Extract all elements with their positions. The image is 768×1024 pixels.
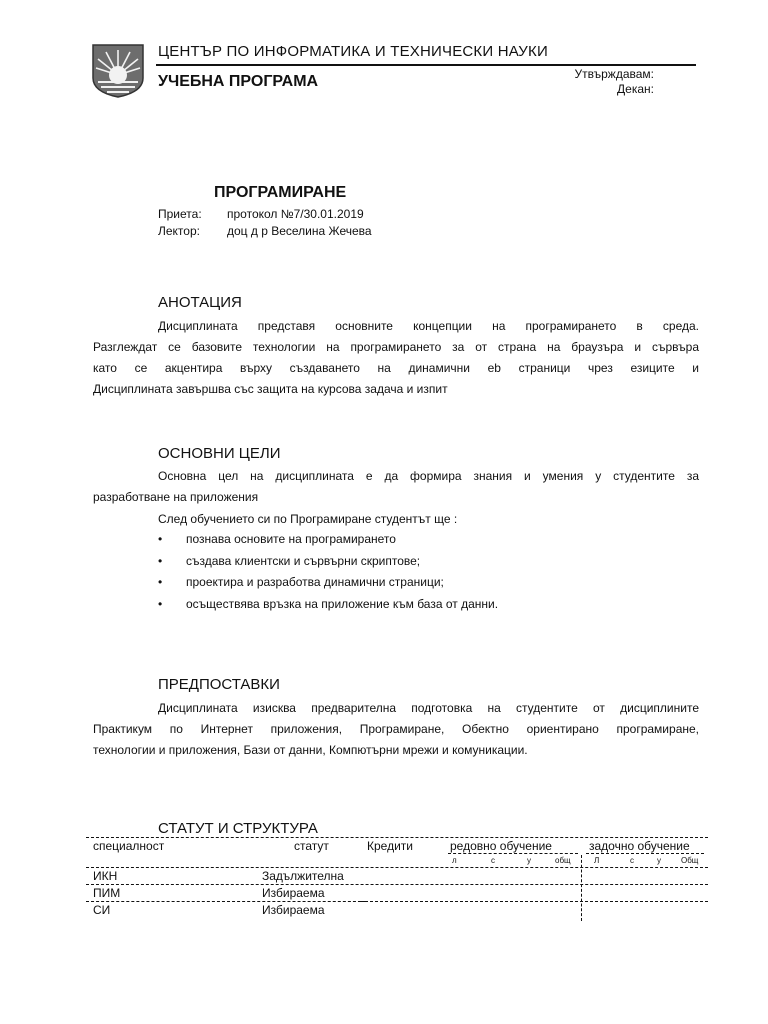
goals-heading: ОСНОВНИ ЦЕЛИ xyxy=(158,445,281,462)
prereq-line: технологии и приложения, Бази от данни, Компютърни мрежи и комуникации. xyxy=(93,743,528,757)
annotation-paragraph xyxy=(93,316,699,400)
regular-sub-header: л xyxy=(452,856,457,865)
status-heading: СТАТУТ И СТРУКТУРА xyxy=(158,820,318,837)
table-rule xyxy=(86,901,366,902)
part-time-sub-header: с xyxy=(630,856,634,865)
row-specialty: ПИМ xyxy=(93,886,121,900)
bullet-icon: • xyxy=(158,532,163,546)
dean-label: Декан: xyxy=(617,82,654,96)
regular-sub-header: у xyxy=(527,856,531,865)
row-status: Избираема xyxy=(262,903,325,917)
bullet-icon: • xyxy=(158,575,163,590)
regular-sub-header: с xyxy=(491,856,495,865)
prereq-line: Практикум по Интернет приложения, Програмиране, Обектно ориентирано програмиране, xyxy=(93,722,699,736)
col-header-status: статут xyxy=(294,839,329,853)
annotation-heading: АНОТАЦИЯ xyxy=(158,294,242,311)
goals-bullet-list xyxy=(158,532,498,619)
col-header-specialty: специалност xyxy=(93,839,165,853)
row-status: Задължителна xyxy=(262,869,344,883)
annotation-line: Дисциплината завършва със защита на курсова задача и изпит xyxy=(93,382,448,396)
col-header-part-time: задочно обучение xyxy=(589,839,690,853)
row-specialty: СИ xyxy=(93,903,111,917)
prereq-paragraph xyxy=(93,698,699,761)
regular-sub-header: общ xyxy=(555,856,571,865)
goals-line: разработване на приложения xyxy=(93,490,259,504)
accepted-label: Приета: xyxy=(158,207,202,221)
university-logo xyxy=(90,42,146,98)
annotation-line: като се акцентира върху създаването на динамични eb страници чрез езиците и xyxy=(93,361,699,375)
organization-name: ЦЕНТЪР ПО ИНФОРМАТИКА И ТЕХНИЧЕСКИ НАУКИ xyxy=(158,43,548,60)
goals-line: Основна цел на дисциплината е да формира знания и умения у студентите за xyxy=(158,469,699,483)
document-type: УЧЕБНА ПРОГРАМА xyxy=(158,73,319,90)
list-item: • създава клиентски и сървърни скриптове; xyxy=(158,553,421,568)
table-rule xyxy=(586,853,704,854)
course-title: ПРОГРАМИРАНЕ xyxy=(214,184,347,201)
prereq-heading: ПРЕДПОСТАВКИ xyxy=(158,676,280,693)
part-time-sub-header: у xyxy=(657,856,661,865)
table-rule xyxy=(448,853,578,854)
col-header-regular: редовно обучение xyxy=(450,839,552,853)
table-rule xyxy=(86,837,708,838)
row-status: Избираема xyxy=(262,886,325,900)
annotation-line: Разглеждат се базовите технологии на програмирането за от страна на браузъра и сървъра xyxy=(93,340,699,354)
lecturer-value: доц д р Веселина Жечева xyxy=(227,224,372,238)
prereq-line: Дисциплината изисква предварителна подготовка на студентите от дисциплините xyxy=(158,701,699,715)
accepted-value: протокол №7/30.01.2019 xyxy=(227,207,364,221)
annotation-line: Дисциплината представя основните концепции на програмирането в среда. xyxy=(158,319,699,333)
approval-block xyxy=(575,67,654,97)
part-time-sub-header: Общ xyxy=(681,856,699,865)
approve-label: Утвърждавам: xyxy=(574,67,654,81)
row-specialty: ИКН xyxy=(93,869,118,883)
bullet-icon: • xyxy=(158,553,163,568)
list-item: • осъществява връзка на приложение към база от данни. xyxy=(158,597,499,612)
goals-paragraph xyxy=(93,466,699,508)
table-rule xyxy=(86,884,708,885)
lecturer-label: Лектор: xyxy=(158,224,200,238)
col-header-credits: Кредити xyxy=(367,839,413,853)
part-time-sub-header: Л xyxy=(594,856,600,865)
table-rule xyxy=(360,901,708,902)
bullet-icon: • xyxy=(158,597,163,612)
table-column-divider xyxy=(581,855,582,921)
list-item: • познава основите на програмирането xyxy=(158,532,396,546)
list-item: • проектира и разработва динамични страници; xyxy=(158,575,444,590)
header-rule xyxy=(156,64,696,66)
table-rule xyxy=(86,867,708,868)
goals-after-line: След обучението си по Програмиране студентът ще : xyxy=(158,512,458,526)
